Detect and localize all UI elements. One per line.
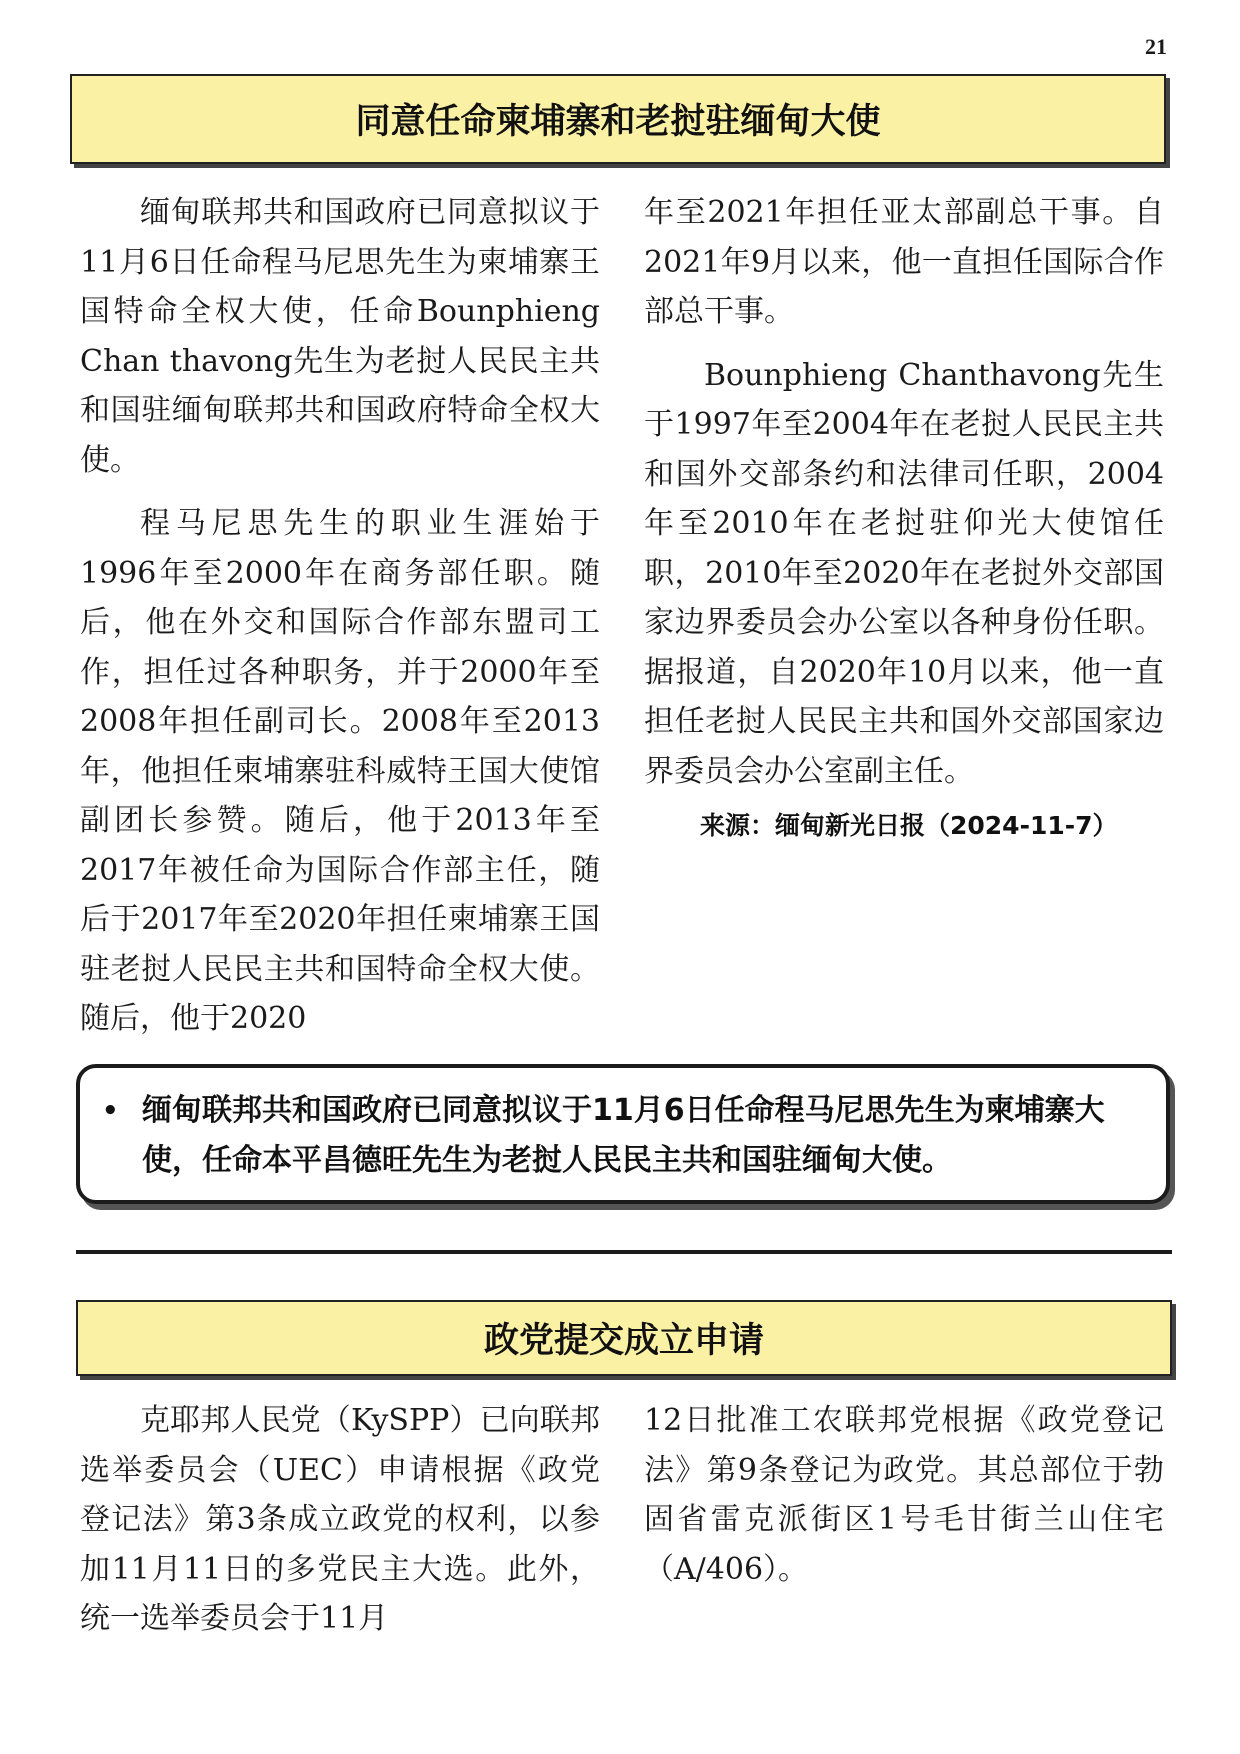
article-column-right bbox=[644, 188, 1164, 846]
summary-list bbox=[98, 1086, 1144, 1186]
summary-box bbox=[76, 1064, 1170, 1204]
paragraph: Bounphieng Chanthavong先生于1997年至2004年在老挝人民民主共和国外交部条约和法律司任职，2004年至2010年在老挝驻仰光大使馆任职，2010年至2020年在老挝外交部国家边界委员会办公室以各种身份任职。据报道，自2020年10月以来，他一直担任老挝人民民主共和国外交部国家边界委员会办公室副主任。 bbox=[644, 357, 1164, 789]
paragraph: 程马尼思先生的职业生涯始于1996年至2000年在商务部任职。随后，他在外交和国际合作部东盟司工作，担任过各种职务，并于2000年至2008年担任副司长。2008年至2013年，他担任柬埔寨驻科威特王国大使馆副团长参赞。随后，他于2013年至2017年被任命为国际合作部主任，随后于2017年至2020年担任柬埔寨王国驻老挝人民民主共和国特命全权大使。随后，他于2020 bbox=[80, 506, 600, 1036]
summary-bullet: • 缅甸联邦共和国政府已同意拟议于11月6日任命程马尼思先生为柬埔寨大使，任命本平昌德旺先生为老挝人民民主共和国驻缅甸大使。 bbox=[124, 1086, 1144, 1186]
page-number: 21 bbox=[1145, 34, 1167, 59]
article-title-text: 同意任命柬埔寨和老挝驻缅甸大使 bbox=[355, 102, 881, 142]
section-divider bbox=[76, 1250, 1172, 1254]
article-title bbox=[76, 1300, 1172, 1376]
paragraph: 12日批准工农联邦党根据《政党登记法》第9条登记为政党。其总部位于勃固省雷克派街区1号毛甘街兰山住宅（A/406）。 bbox=[644, 1403, 1164, 1587]
article-column-right bbox=[644, 1396, 1164, 1594]
article-column-left bbox=[80, 1396, 600, 1644]
article-title-text: 政党提交成立申请 bbox=[483, 1321, 764, 1361]
source-citation: 来源：缅甸新光日报（2024-11-7） bbox=[700, 811, 1118, 840]
article-column-left bbox=[80, 188, 600, 1044]
paragraph: 年至2021年担任亚太部副总干事。自2021年9月以来，他一直担任国际合作部总干事。 bbox=[644, 195, 1164, 329]
paragraph: 缅甸联邦共和国政府已同意拟议于11月6日任命程马尼思先生为柬埔寨王国特命全权大使，任命Bounphieng Chan thavong先生为老挝人民民主共和国驻缅甸联邦共和国政府特命全权大使。 bbox=[80, 195, 600, 478]
paragraph: 克耶邦人民党（KySPP）已向联邦选举委员会（UEC）申请根据《政党登记法》第3条成立政党的权利，以参加11月11日的多党民主大选。此外，统一选举委员会于11月 bbox=[80, 1403, 600, 1636]
article-title bbox=[70, 74, 1166, 164]
